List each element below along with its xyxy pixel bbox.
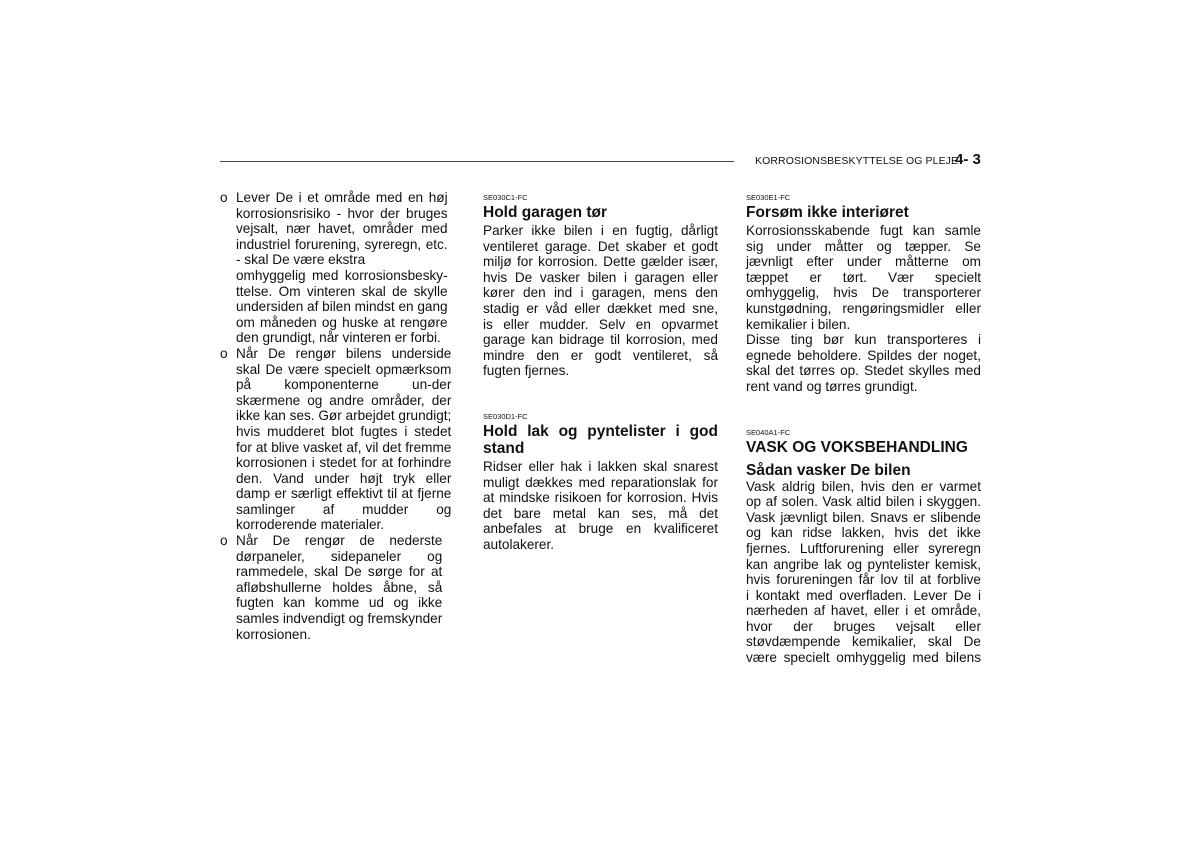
text-line: rammedele, skal De sørge for at (236, 564, 443, 580)
bullet-item-1 (220, 190, 456, 346)
text-line: muligt dækkes med reparationslak for (483, 474, 718, 490)
section-code: SE030E1-FC (746, 193, 791, 202)
bullet-text (236, 190, 448, 346)
text-line: hvis mudderet blot fugtes i stedet (236, 423, 452, 439)
text-line: garage kan bidrage til korrosion, med (483, 332, 718, 348)
text-line: korroderende materialer. (236, 517, 385, 533)
text-line: sig under måtter og tæpper. Se (746, 238, 981, 254)
bullet-item-3 (220, 533, 456, 642)
text-line: støvdæmpende kemikalier, skal De (746, 634, 981, 650)
text-line: være specielt omhyggelig med bilens (746, 650, 981, 666)
text-line: omhyggelig med korrosionsbesky- (236, 267, 448, 283)
text-line: korrosionsrisiko - hvor der bruges (236, 205, 448, 221)
text-line: korrosionen. (236, 626, 311, 642)
text-line: kemikalier i bilen. (746, 316, 851, 332)
text-line: tæppet er tørt. Vær specielt (746, 269, 981, 285)
text-line: undersiden af bilen mindst en gang (236, 299, 448, 315)
column-middle (483, 190, 718, 553)
text-line: samlinger af mudder og (236, 501, 452, 517)
section-code: SE030C1-FC (483, 193, 528, 202)
text-line: i kontakt med overfladen. Lever De i (746, 587, 981, 603)
page-number: 4- 3 (955, 151, 981, 168)
text-line: fugten kan komme ud og ikke (236, 595, 443, 611)
text-line: samles indvendigt og fremskynder (236, 611, 443, 627)
bullet-marker: o (220, 533, 228, 549)
text-line: skal det tørres op. Stedet skylles med (746, 363, 981, 379)
heading-line: Hold lak og pyntelister i god (483, 422, 718, 440)
text-line: fjernes. Luftforurening eller syreregn (746, 540, 981, 556)
text-line: korrosionen i stedet for at forhindre (236, 455, 452, 471)
text-line: Disse ting bør kun transporteres i (746, 332, 981, 348)
text-line: Vask jævnligt bilen. Snavs er slibende (746, 509, 981, 525)
section-heading: VASK OG VOKSBEHANDLING (746, 438, 968, 456)
text-line: nærheden af havet, eller i et område, (746, 603, 981, 619)
text-line: for at blive vasket af, vil det fremme (236, 439, 452, 455)
text-line: autolakerer. (483, 536, 555, 552)
column-left (220, 190, 456, 642)
text-line: omhyggelig, hvis De transporterer (746, 285, 981, 301)
text-line: damp er særligt effektivt til at fjerne (236, 486, 452, 502)
text-line: anbefales at bruge en kvalificeret (483, 521, 718, 537)
bullet-marker: o (220, 345, 228, 361)
text-line: fugten fjernes. (483, 363, 570, 379)
text-line: hvor der bruges vejsalt eller (746, 618, 981, 634)
bullet-marker: o (220, 190, 228, 205)
text-line: rent vand og tørres grundigt. (746, 378, 918, 394)
column-right (746, 190, 981, 666)
text-line: afløbshullerne holdes åbne, så (236, 579, 443, 595)
text-line: og kan ridse lakken, hvis det ikke (746, 525, 981, 541)
text-line: Når De rengør bilens underside (236, 345, 452, 361)
section-subheading: Sådan vasker De bilen (746, 461, 911, 479)
text-line: Korrosionsskabende fugt kan samle (746, 223, 981, 238)
section-code: SE040A1-FC (746, 427, 791, 437)
bullet-text (236, 346, 451, 533)
text-line: ttelse. Om vinteren skal de skylle (236, 283, 448, 299)
text-line: jævnligt efter under måtterne om (746, 254, 981, 270)
section-heading (483, 423, 718, 457)
text-line: om måneden og huske at rengøre (236, 314, 448, 330)
text-line: - skal De være ekstra (236, 252, 366, 268)
text-line: Parker ikke bilen i en fugtig, dårligt (483, 223, 718, 238)
section-body (483, 223, 718, 379)
text-line: den. Vand under højt tryk eller (236, 470, 452, 486)
heading-line: stand (483, 439, 525, 457)
text-line: mindre den er godt ventileret, så (483, 347, 718, 363)
text-line: egnede beholdere. Spildes der noget, (746, 347, 981, 363)
text-line: hvis forureningen får lov til at forblive (746, 572, 981, 588)
text-line: hvis De vasker bilen i garagen eller (483, 269, 718, 285)
text-line: kan angribe lak og pyntelister kemisk, (746, 556, 981, 572)
text-line: kører den ind i garagen, mens den (483, 285, 718, 301)
text-line: ventileret garage. Det skaber et godt (483, 238, 718, 254)
text-line: den grundigt, når vinteren er forbi. (236, 330, 441, 346)
text-line: kunstgødning, rengøringsmidler eller (746, 300, 981, 316)
section-body (483, 459, 718, 553)
text-line: Lever De i et område med en høj (236, 190, 448, 205)
section-heading: Hold garagen tør (483, 204, 608, 221)
text-line: stadig er våd eller dækket med sne, (483, 300, 718, 316)
section-body (746, 479, 981, 666)
bullet-text (236, 533, 442, 642)
text-line: vejsalt, nær havet, områder med (236, 221, 448, 237)
text-line: skal De være specielt opmærksom (236, 361, 452, 377)
header-rule (220, 161, 734, 162)
text-line: Når De rengør de nederste (236, 533, 443, 549)
section-code: SE030D1-FC (483, 411, 528, 421)
text-line: is eller mudder. Selv en opvarmet (483, 316, 718, 332)
text-line: miljø for korrosion. Dette gælder især, (483, 254, 718, 270)
section-heading: Forsøm ikke interiøret (746, 204, 909, 221)
text-line: op af solen. Vask altid bilen i skyggen. (746, 494, 981, 510)
text-line: at mindske risikoen for korrosion. Hvis (483, 490, 718, 506)
bullet-item-2 (220, 346, 456, 533)
section-body (746, 223, 981, 395)
text-line: Ridser eller hak i lakken skal snarest (483, 458, 718, 474)
text-line: Vask aldrig bilen, hvis den er varmet (746, 478, 981, 494)
section-title: KORROSIONSBESKYTTELSE OG PLEJE (755, 155, 959, 167)
text-line: det bare metal kan ses, må det (483, 505, 718, 521)
text-line: skærmene og andre områder, der (236, 392, 452, 408)
text-line: dørpaneler, sidepaneler og (236, 548, 443, 564)
text-line: ikke kan ses. Gør arbejdet grundigt; (236, 408, 452, 424)
text-line: industriel forurening, syreregn, etc. (236, 236, 448, 252)
text-line: på komponenterne un-der (236, 377, 452, 393)
